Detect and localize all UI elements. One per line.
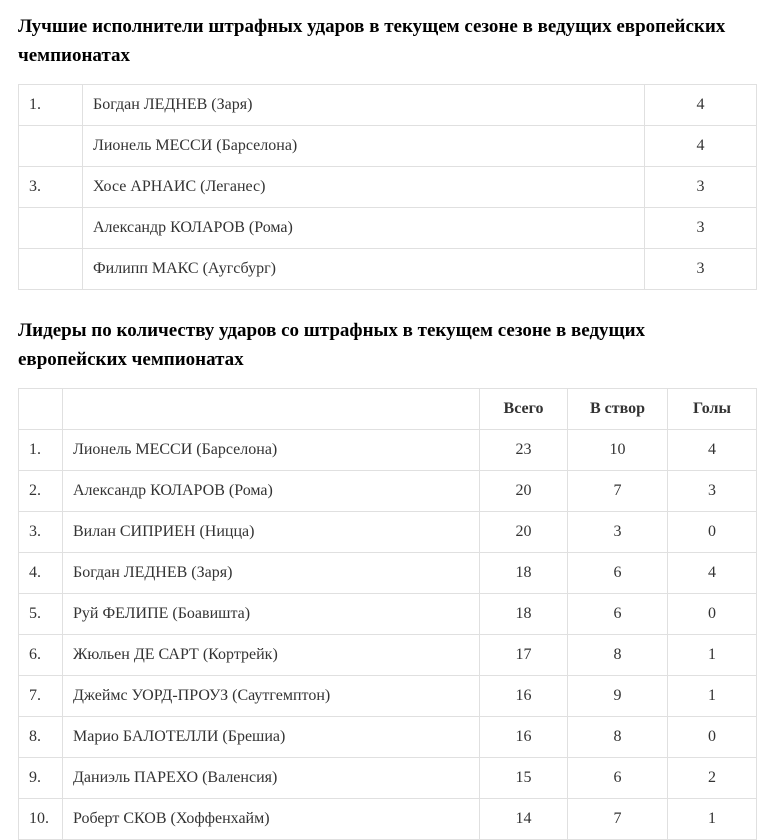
player-cell: Богдан ЛЕДНЕВ (Заря) [63,553,480,594]
rank-cell: 3. [19,512,63,553]
article-content [18,12,757,840]
player-cell: Александр КОЛАРОВ (Рома) [63,471,480,512]
rank-cell [19,208,83,249]
best-takers-section-title: Лучшие исполнители штрафных ударов в текущем сезоне в ведущих европейских чемпионатах [18,16,726,66]
rank-cell: 6. [19,635,63,676]
table-row [19,594,757,635]
goals-cell: 0 [668,717,757,758]
on-target-cell: 10 [568,430,668,471]
rank-cell: 1. [19,85,83,126]
table-row [19,249,757,290]
on-target-cell: 8 [568,717,668,758]
table-row [19,799,757,840]
rank-cell: 7. [19,676,63,717]
free-kick-shots-leaders-table [18,388,757,840]
total-cell: 16 [480,676,568,717]
table-row [19,167,757,208]
goals-cell: 1 [668,635,757,676]
player-cell: Лионель МЕССИ (Барселона) [83,126,645,167]
goals-count-cell: 3 [645,208,757,249]
table-row [19,553,757,594]
table-row [19,635,757,676]
rank-cell [19,249,83,290]
total-cell: 23 [480,430,568,471]
goals-cell: 3 [668,471,757,512]
rank-cell: 3. [19,167,83,208]
table-row [19,471,757,512]
on-target-cell: 7 [568,799,668,840]
player-cell: Роберт СКОВ (Хоффенхайм) [63,799,480,840]
player-cell: Вилан СИПРИЕН (Ницца) [63,512,480,553]
table-row [19,717,757,758]
total-cell: 20 [480,471,568,512]
goals-count-cell: 3 [645,249,757,290]
player-cell: Руй ФЕЛИПЕ (Боавишта) [63,594,480,635]
table-row [19,208,757,249]
on-target-column-header: В створ [568,389,668,430]
on-target-cell: 3 [568,512,668,553]
total-cell: 18 [480,594,568,635]
rank-cell: 10. [19,799,63,840]
goals-column-header: Голы [668,389,757,430]
player-cell: Лионель МЕССИ (Барселона) [63,430,480,471]
goals-cell: 4 [668,553,757,594]
rank-cell: 1. [19,430,63,471]
table-row [19,85,757,126]
on-target-cell: 6 [568,758,668,799]
rank-cell: 9. [19,758,63,799]
on-target-cell: 6 [568,553,668,594]
player-cell: Филипп МАКС (Аугсбург) [83,249,645,290]
rank-cell: 5. [19,594,63,635]
table-row [19,512,757,553]
total-cell: 17 [480,635,568,676]
total-column-header: Всего [480,389,568,430]
rank-cell: 4. [19,553,63,594]
total-cell: 20 [480,512,568,553]
goals-cell: 2 [668,758,757,799]
on-target-cell: 9 [568,676,668,717]
player-cell: Джеймс УОРД-ПРОУЗ (Саутгемптон) [63,676,480,717]
best-takers-table-body [19,85,757,290]
total-cell: 15 [480,758,568,799]
player-cell: Даниэль ПАРЕХО (Валенсия) [63,758,480,799]
player-cell: Александр КОЛАРОВ (Рома) [83,208,645,249]
rank-cell: 2. [19,471,63,512]
total-cell: 18 [480,553,568,594]
table-row [19,126,757,167]
goals-count-cell: 4 [645,85,757,126]
rank-column-header [19,389,63,430]
player-cell: Богдан ЛЕДНЕВ (Заря) [83,85,645,126]
shots-leaders-section-title: Лидеры по количеству ударов со штрафных в текущем сезоне в ведущих европейских чемпионатах [18,320,646,370]
player-cell: Жюльен ДЕ САРТ (Кортрейк) [63,635,480,676]
on-target-cell: 6 [568,594,668,635]
table-row [19,430,757,471]
rank-cell [19,126,83,167]
goals-cell: 0 [668,512,757,553]
header-row [19,389,757,430]
on-target-cell: 8 [568,635,668,676]
rank-cell: 8. [19,717,63,758]
table-row [19,758,757,799]
goals-cell: 0 [668,594,757,635]
player-cell: Хосе АРНАИС (Леганес) [83,167,645,208]
table-row [19,676,757,717]
goals-count-cell: 4 [645,126,757,167]
goals-cell: 1 [668,676,757,717]
goals-cell: 4 [668,430,757,471]
best-free-kick-takers-table [18,84,757,290]
shots-leaders-table-body [19,430,757,840]
player-column-header [63,389,480,430]
total-cell: 14 [480,799,568,840]
goals-count-cell: 3 [645,167,757,208]
player-cell: Марио БАЛОТЕЛЛИ (Брешиа) [63,717,480,758]
total-cell: 16 [480,717,568,758]
on-target-cell: 7 [568,471,668,512]
goals-cell: 1 [668,799,757,840]
